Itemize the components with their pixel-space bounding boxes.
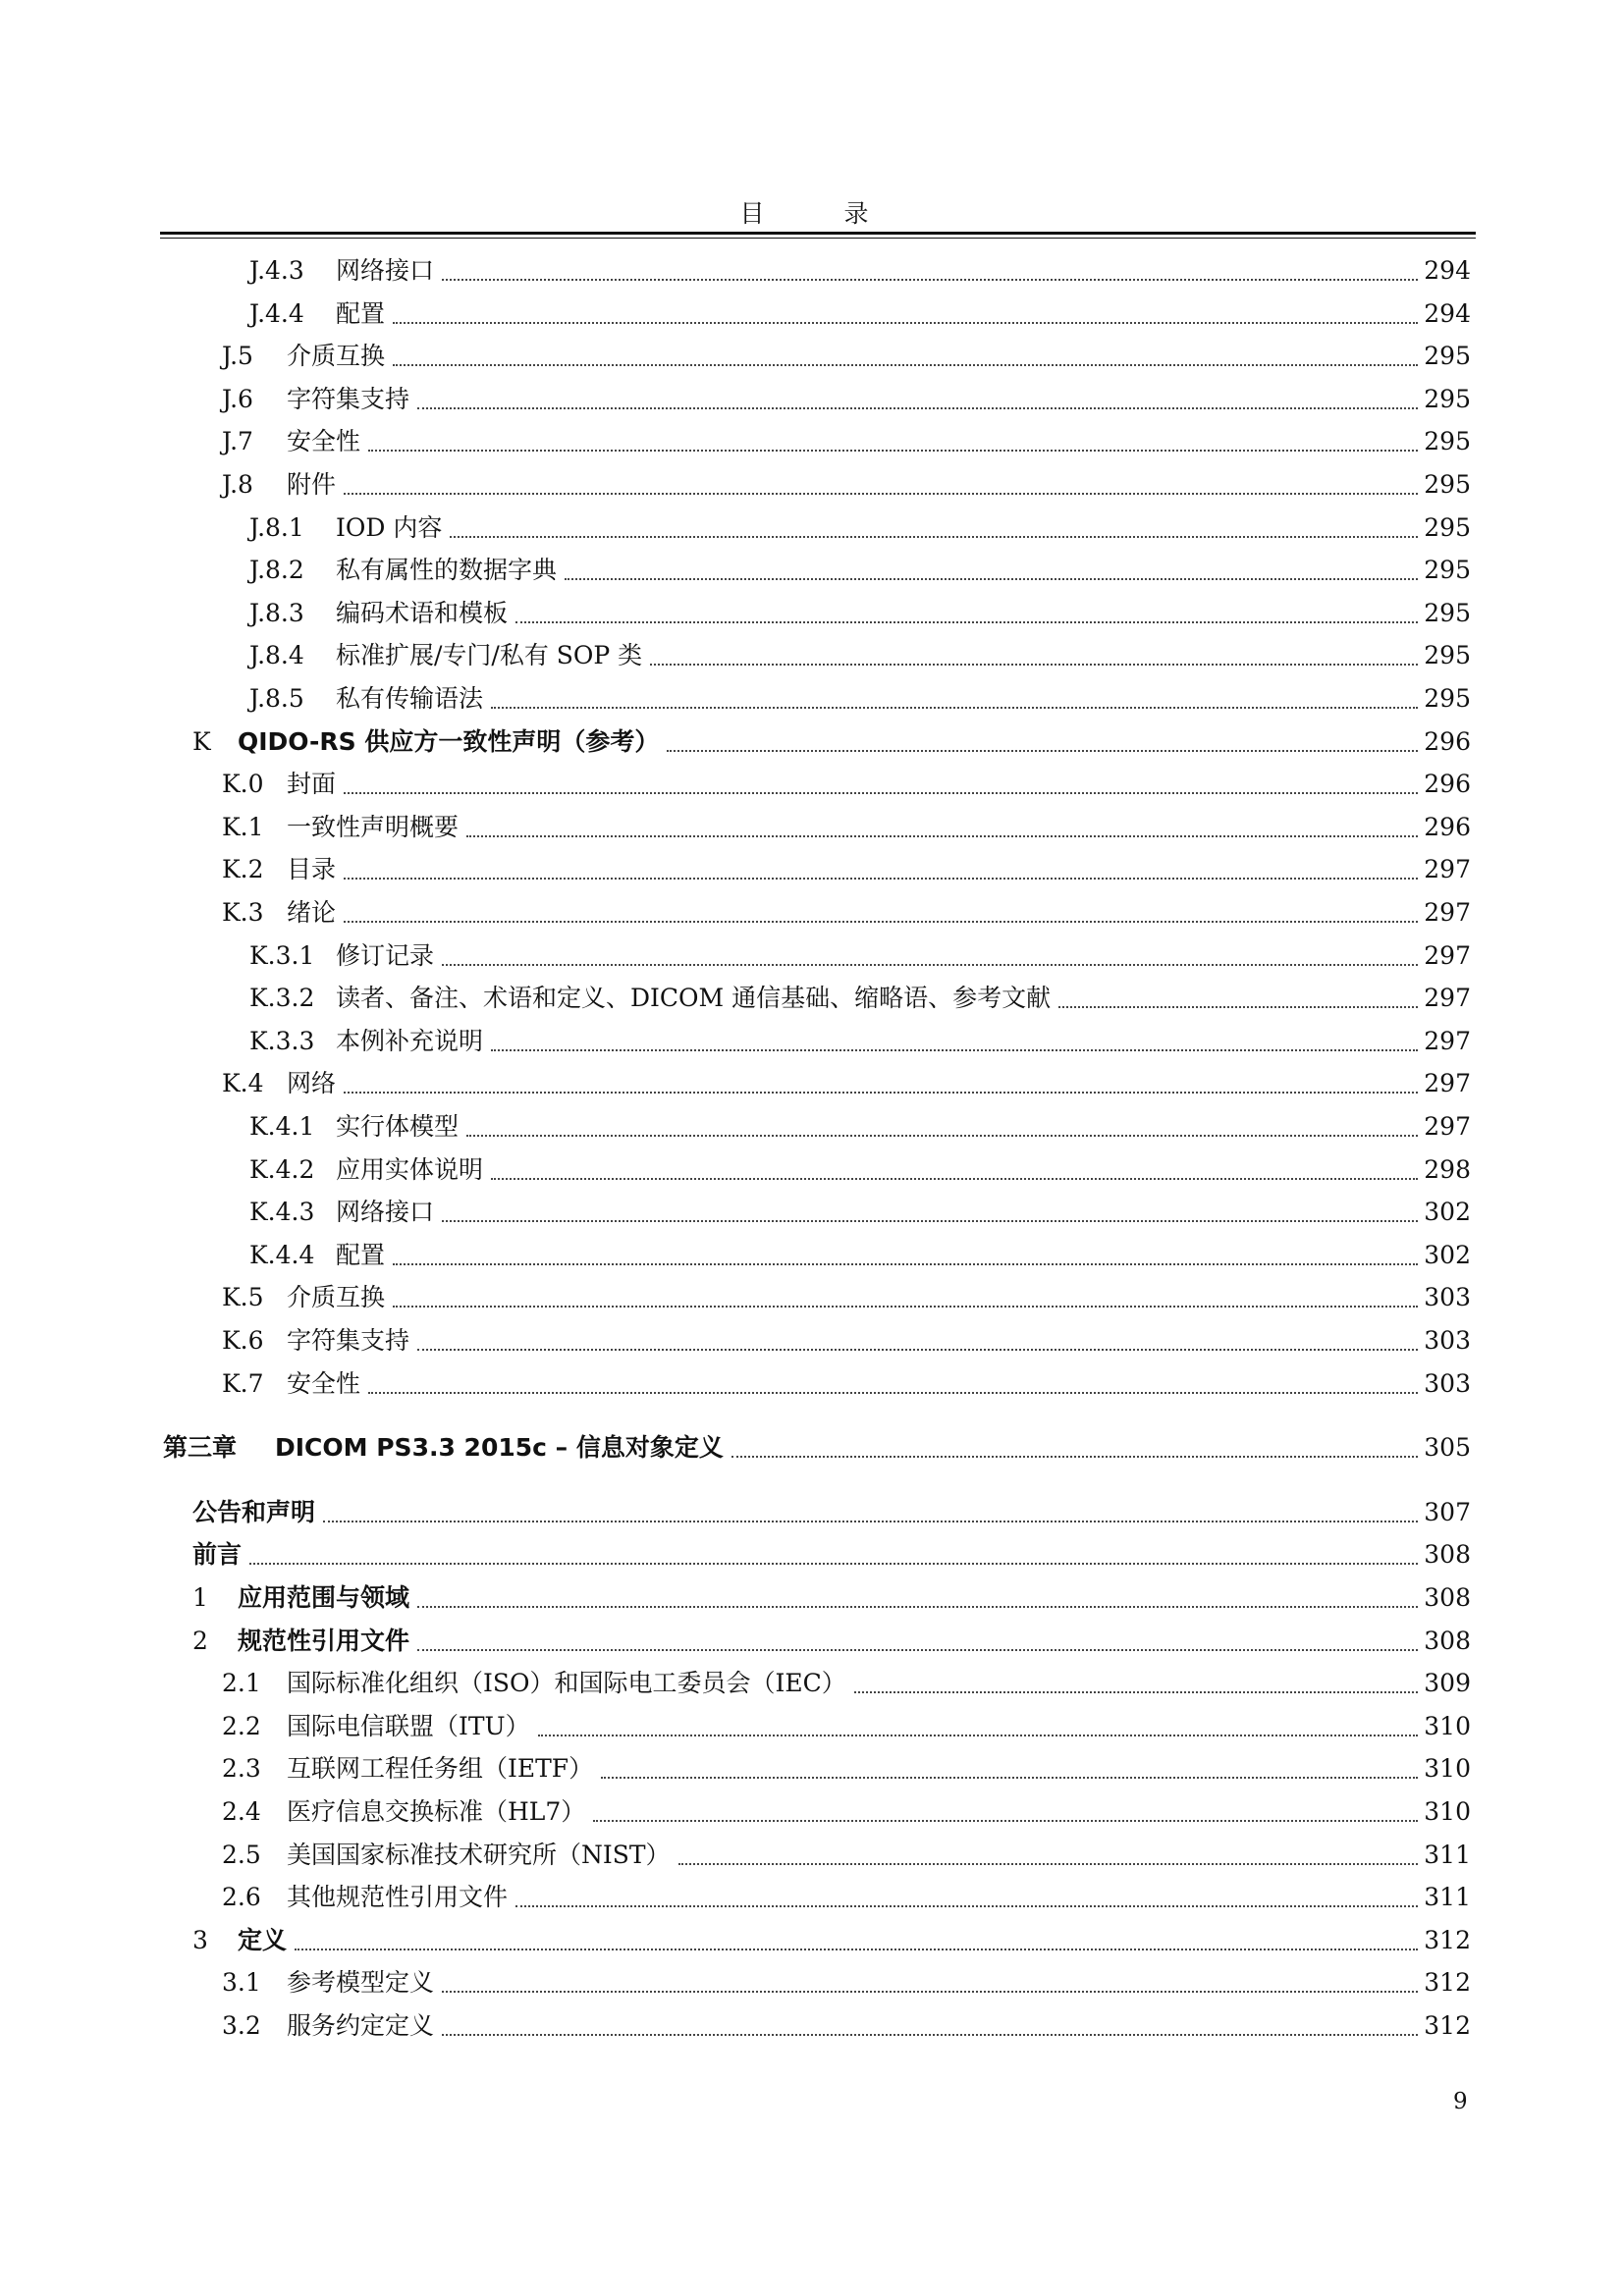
- toc-entry[interactable]: [249, 936, 1471, 976]
- toc-entry[interactable]: [192, 1921, 1471, 1960]
- header-rule-thick: [160, 232, 1476, 235]
- toc-dot-leader: [593, 1819, 1418, 1822]
- toc-entry[interactable]: [222, 1963, 1471, 2002]
- toc-entry-number: J.8: [222, 470, 253, 499]
- toc-entry-title: 封面: [287, 770, 337, 799]
- toc-entry-title: 修订记录: [336, 940, 435, 970]
- toc-dot-leader: [344, 920, 1418, 923]
- toc-dot-leader: [678, 1862, 1419, 1865]
- toc-dot-leader: [650, 663, 1418, 666]
- toc-entry[interactable]: [222, 380, 1471, 419]
- toc-dot-leader: [417, 1348, 1418, 1351]
- toc-entry[interactable]: [192, 722, 1471, 762]
- toc-entry-title: IOD 内容: [336, 512, 443, 542]
- toc-entry-title: 安全性: [287, 427, 361, 456]
- toc-entry-number: 第三章: [163, 1433, 238, 1463]
- toc-entry-title: 配置: [336, 1240, 386, 1269]
- toc-entry-page: 302: [1424, 1198, 1471, 1227]
- toc-entry[interactable]: [222, 808, 1471, 847]
- toc-entry-page: 295: [1424, 512, 1471, 542]
- toc-entry-title: 介质互换: [287, 342, 386, 371]
- toc-entry-title: 字符集支持: [287, 384, 410, 413]
- toc-entry[interactable]: [222, 465, 1471, 505]
- toc-entry[interactable]: [249, 679, 1471, 719]
- toc-entry-number: J.8.5: [249, 684, 304, 713]
- toc-entry[interactable]: [222, 2006, 1471, 2046]
- toc-entry-number: 2.2: [222, 1711, 261, 1740]
- toc-entry-title: 网络接口: [336, 256, 435, 285]
- toc-entry-number: 2.6: [222, 1883, 261, 1912]
- toc-entry-number: J.8.1: [249, 512, 304, 542]
- toc-entry-number: K.3.2: [249, 984, 315, 1013]
- toc-entry[interactable]: [249, 1022, 1471, 1061]
- toc-entry-page: 303: [1424, 1326, 1471, 1355]
- toc-entry-number: K.7: [222, 1368, 264, 1398]
- toc-entry-page: 311: [1424, 1883, 1471, 1912]
- toc-entry[interactable]: [249, 636, 1471, 675]
- toc-dot-leader: [417, 1648, 1418, 1651]
- toc-entry-title: 私有属性的数据字典: [336, 556, 558, 585]
- toc-entry-page: 297: [1424, 1026, 1471, 1055]
- toc-dot-leader: [450, 535, 1418, 538]
- toc-entry-page: 310: [1424, 1797, 1471, 1826]
- toc-entry-number: K.1: [222, 812, 264, 841]
- toc-entry-page: 307: [1424, 1497, 1471, 1526]
- toc-dot-leader: [442, 1990, 1418, 1993]
- toc-entry-title: 标准扩展/专门/私有 SOP 类: [336, 641, 643, 670]
- toc-entry-page: 310: [1424, 1711, 1471, 1740]
- toc-entry[interactable]: [222, 1792, 1471, 1832]
- toc-entry-number: K.4.2: [249, 1154, 315, 1184]
- toc-entry-page: 310: [1424, 1754, 1471, 1784]
- toc-entry-number: J.8.3: [249, 598, 304, 627]
- toc-entry-title: 应用范围与领域: [238, 1583, 410, 1612]
- toc-entry-title: 私有传输语法: [336, 684, 484, 713]
- toc-entry-number: K.5: [222, 1283, 264, 1312]
- toc-entry-page: 312: [1424, 2011, 1471, 2040]
- toc-entry[interactable]: [222, 1707, 1471, 1746]
- toc-entry-number: J.8.4: [249, 641, 304, 670]
- toc-entry-title: 参考模型定义: [287, 1968, 435, 1998]
- toc-entry[interactable]: [222, 765, 1471, 804]
- toc-dot-leader: [344, 492, 1418, 495]
- toc-entry-page: 308: [1424, 1626, 1471, 1655]
- toc-entry-title: 安全性: [287, 1368, 361, 1398]
- toc-dot-leader: [731, 1455, 1418, 1458]
- toc-dot-leader: [491, 1048, 1418, 1051]
- toc-dot-leader: [442, 1219, 1418, 1222]
- toc-entry-number: 2.5: [222, 1840, 261, 1869]
- toc-entry-page: 297: [1424, 1112, 1471, 1141]
- toc-dot-leader: [295, 1948, 1418, 1950]
- toc-entry-page: 295: [1424, 598, 1471, 627]
- toc-entry-page: 302: [1424, 1240, 1471, 1269]
- toc-entry-page: 296: [1424, 812, 1471, 841]
- toc-dot-leader: [344, 791, 1418, 794]
- toc-entry-number: K.3: [222, 898, 264, 927]
- toc-entry-page: 308: [1424, 1583, 1471, 1612]
- footer-page-number: 9: [1453, 2089, 1468, 2114]
- toc-dot-leader: [1058, 1005, 1418, 1008]
- toc-dot-leader: [323, 1520, 1418, 1522]
- toc-entry-title: 应用实体说明: [336, 1154, 484, 1184]
- toc-entry[interactable]: [249, 251, 1471, 291]
- toc-entry-title: 前言: [192, 1540, 243, 1570]
- toc-entry-title: QIDO-RS 供应方一致性声明（参考）: [238, 726, 660, 756]
- toc-dot-leader: [854, 1690, 1419, 1693]
- toc-entry-number: J.4.3: [249, 256, 304, 285]
- toc-entry-title: 定义: [238, 1925, 288, 1954]
- toc-entry-number: K.6: [222, 1326, 264, 1355]
- toc-entry-page: 295: [1424, 684, 1471, 713]
- toc-entry[interactable]: [222, 1064, 1471, 1103]
- toc-entry-title: 字符集支持: [287, 1326, 410, 1355]
- toc-entry[interactable]: [249, 1193, 1471, 1232]
- toc-entry[interactable]: [163, 1428, 1471, 1468]
- toc-dot-leader: [442, 278, 1418, 281]
- toc-dot-leader: [466, 834, 1418, 837]
- toc-entry-number: 2.1: [222, 1669, 261, 1698]
- header-rule-thin: [160, 238, 1476, 239]
- toc-dot-leader: [491, 1177, 1418, 1180]
- toc-entry[interactable]: [249, 1150, 1471, 1190]
- toc-entry-title: 介质互换: [287, 1283, 386, 1312]
- toc-entry-title: 美国国家标准技术研究所（NIST）: [287, 1840, 671, 1869]
- toc-entry-title: 互联网工程任务组（IETF）: [287, 1754, 594, 1784]
- toc-entry-title: 公告和声明: [192, 1497, 316, 1526]
- toc-entry-number: 3.2: [222, 2011, 261, 2040]
- toc-entry[interactable]: [222, 893, 1471, 933]
- toc-entry-title: 附件: [287, 470, 337, 499]
- toc-entry-number: J.5: [222, 342, 253, 371]
- toc-entry-page: 298: [1424, 1154, 1471, 1184]
- toc-entry-title: 规范性引用文件: [238, 1626, 410, 1655]
- toc-entry-page: 296: [1424, 770, 1471, 799]
- toc-entry-number: J.6: [222, 384, 253, 413]
- toc-entry-number: 1: [192, 1583, 208, 1612]
- toc-entry-page: 294: [1424, 298, 1471, 328]
- toc-entry-number: 3.1: [222, 1968, 261, 1998]
- toc-entry-page: 295: [1424, 641, 1471, 670]
- toc-entry-page: 297: [1424, 1069, 1471, 1098]
- toc-entry-title: 实行体模型: [336, 1112, 460, 1141]
- toc-entry-number: K.4: [222, 1069, 264, 1098]
- toc-dot-leader: [344, 1091, 1418, 1094]
- toc-entry[interactable]: [192, 1578, 1471, 1618]
- toc-entry-title: 国际电信联盟（ITU）: [287, 1711, 530, 1740]
- toc-entry[interactable]: [222, 1749, 1471, 1789]
- toc-entry-page: 308: [1424, 1540, 1471, 1570]
- toc-entry-number: K: [192, 726, 211, 756]
- toc-entry-page: 297: [1424, 898, 1471, 927]
- toc-dot-leader: [393, 1262, 1418, 1265]
- toc-entry-page: 295: [1424, 384, 1471, 413]
- toc-entry[interactable]: [222, 1878, 1471, 1917]
- toc-entry-page: 303: [1424, 1283, 1471, 1312]
- toc-entry-page: 295: [1424, 342, 1471, 371]
- toc-entry-page: 311: [1424, 1840, 1471, 1869]
- toc-entry[interactable]: [222, 422, 1471, 461]
- toc-dot-leader: [466, 1134, 1418, 1137]
- toc-entry-page: 295: [1424, 470, 1471, 499]
- toc-entry-page: 297: [1424, 940, 1471, 970]
- toc-entry-title: 国际标准化组织（ISO）和国际电工委员会（IEC）: [287, 1669, 846, 1698]
- toc-entry-page: 297: [1424, 855, 1471, 884]
- toc-dot-leader: [249, 1562, 1418, 1565]
- toc-dot-leader: [667, 749, 1418, 752]
- toc-entry-number: K.4.1: [249, 1112, 315, 1141]
- toc-entry[interactable]: [222, 1664, 1471, 1703]
- toc-dot-leader: [368, 449, 1418, 452]
- toc-entry-number: J.4.4: [249, 298, 304, 328]
- toc-entry-number: K.2: [222, 855, 264, 884]
- toc-entry-title: 读者、备注、术语和定义、DICOM 通信基础、缩略语、参考文献: [336, 984, 1052, 1013]
- toc-entry-title: 医疗信息交换标准（HL7）: [287, 1797, 586, 1826]
- toc-entry[interactable]: [249, 1236, 1471, 1275]
- toc-entry-title: 服务约定定义: [287, 2011, 435, 2040]
- toc-dot-leader: [344, 877, 1418, 880]
- toc-entry-title: 网络: [287, 1069, 337, 1098]
- toc-entry-number: K.3.1: [249, 940, 315, 970]
- toc-entry-page: 295: [1424, 427, 1471, 456]
- toc-entry-page: 294: [1424, 256, 1471, 285]
- toc-entry[interactable]: [249, 294, 1471, 334]
- toc-entry[interactable]: [222, 337, 1471, 376]
- toc-dot-leader: [601, 1776, 1418, 1779]
- toc-entry-number: 2.4: [222, 1797, 261, 1826]
- toc-entry-page: 309: [1424, 1669, 1471, 1698]
- toc-entry-page: 297: [1424, 984, 1471, 1013]
- toc-entry-title: 编码术语和模板: [336, 598, 509, 627]
- toc-entry-number: 3: [192, 1925, 208, 1954]
- toc-dot-leader: [393, 321, 1418, 324]
- toc-entry-title: 本例补充说明: [336, 1026, 484, 1055]
- toc-dot-leader: [442, 2033, 1418, 2036]
- toc-entry[interactable]: [192, 1622, 1471, 1661]
- toc-dot-leader: [515, 1904, 1418, 1907]
- toc-entry-number: K.0: [222, 770, 264, 799]
- toc-dot-leader: [393, 363, 1418, 366]
- toc-entry[interactable]: [222, 1278, 1471, 1317]
- toc-entry-page: 305: [1424, 1433, 1471, 1463]
- toc-entry[interactable]: [192, 1493, 1471, 1532]
- toc-entry-title: 绪论: [287, 898, 337, 927]
- toc-entry-number: K.3.3: [249, 1026, 315, 1055]
- toc-entry[interactable]: [249, 594, 1471, 633]
- toc-entry[interactable]: [249, 1107, 1471, 1147]
- toc-entry-title: 目录: [287, 855, 337, 884]
- toc-entry[interactable]: [249, 979, 1471, 1018]
- toc-entry-title: 配置: [336, 298, 386, 328]
- toc-dot-leader: [442, 963, 1418, 966]
- toc-entry[interactable]: [222, 1321, 1471, 1361]
- toc-dot-leader: [491, 706, 1418, 709]
- toc-entry-title: 一致性声明概要: [287, 812, 460, 841]
- toc-entry-title: DICOM PS3.3 2015c – 信息对象定义: [275, 1433, 724, 1463]
- toc-entry-title: 网络接口: [336, 1198, 435, 1227]
- toc-entry[interactable]: [222, 850, 1471, 889]
- toc-dot-leader: [368, 1391, 1418, 1394]
- toc-entry-number: K.4.3: [249, 1198, 315, 1227]
- toc-entry[interactable]: [192, 1535, 1471, 1575]
- toc-entry-title: 其他规范性引用文件: [287, 1883, 509, 1912]
- toc-entry-page: 303: [1424, 1368, 1471, 1398]
- toc-entry-page: 312: [1424, 1968, 1471, 1998]
- toc-dot-leader: [393, 1305, 1418, 1308]
- toc-entry[interactable]: [249, 508, 1471, 548]
- toc-entry-number: J.7: [222, 427, 253, 456]
- toc-entry[interactable]: [249, 551, 1471, 590]
- toc-entry-number: J.8.2: [249, 556, 304, 585]
- toc-dot-leader: [417, 1605, 1418, 1608]
- toc-dot-leader: [515, 620, 1418, 623]
- toc-entry-page: 296: [1424, 726, 1471, 756]
- toc-dot-leader: [565, 577, 1418, 580]
- toc-dot-leader: [538, 1734, 1419, 1736]
- toc-entry[interactable]: [222, 1836, 1471, 1875]
- toc-dot-leader: [417, 406, 1418, 409]
- toc-entry-page: 312: [1424, 1925, 1471, 1954]
- toc-entry-number: 2.3: [222, 1754, 261, 1784]
- toc-entry-number: 2: [192, 1626, 208, 1655]
- toc-entry-page: 295: [1424, 556, 1471, 585]
- page-header-title: 目 录: [739, 199, 896, 228]
- toc-entry-number: K.4.4: [249, 1240, 315, 1269]
- toc-entry[interactable]: [222, 1364, 1471, 1404]
